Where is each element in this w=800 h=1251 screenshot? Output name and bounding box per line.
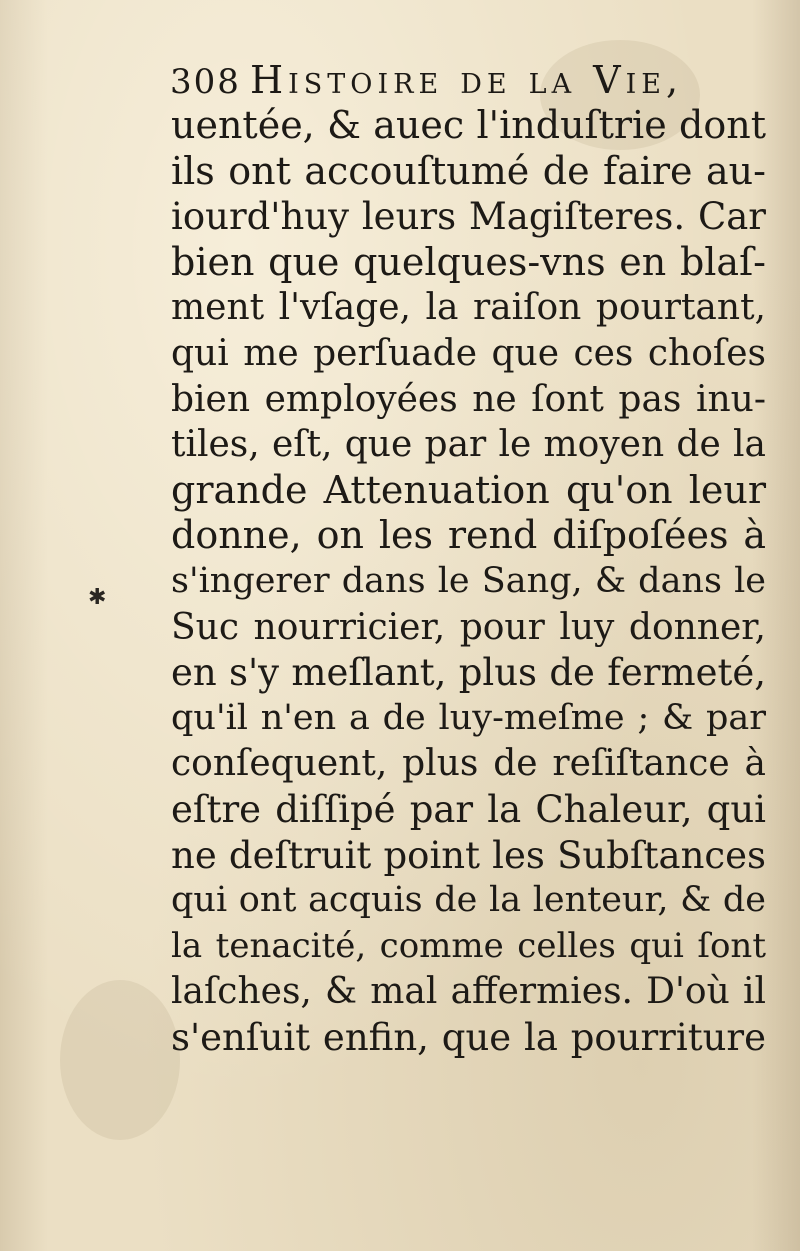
text-line: en s'y meſlant, plus de fermeté, bbox=[171, 651, 766, 695]
text-line: laſches, & mal affermies. D'où il bbox=[171, 971, 766, 1013]
text-line: bien employées ne ſont pas inu- bbox=[171, 378, 766, 420]
text-line: conſequent, plus de reſiſtance à bbox=[171, 743, 766, 785]
text-line: donne, on les rend diſpoſées à bbox=[171, 513, 766, 558]
text-line: s'ingerer dans le Sang, & dans le bbox=[171, 560, 766, 601]
text-line: ment l'vſage, la raiſon pourtant, bbox=[171, 287, 766, 329]
text-line: bien que quelques-vns en blaſ- bbox=[171, 239, 766, 284]
text-line: grande Attenuation qu'on leur bbox=[171, 467, 766, 512]
text-line: qu'il n'en a de luy-meſme ; & par bbox=[171, 697, 766, 738]
printers-ornament-icon: ✱ bbox=[88, 585, 107, 610]
text-line: qui me perſuade que ces choſes bbox=[171, 332, 766, 374]
body-text bbox=[171, 103, 766, 1060]
text-line: ne deſtruit point les Subſtances bbox=[171, 833, 766, 877]
page-header bbox=[170, 58, 770, 108]
text-line: s'enſuit enfin, que la pourriture bbox=[171, 1015, 766, 1059]
text-line: uentée, & auec l'induſtrie dont bbox=[171, 103, 766, 147]
text-line: tiles, eſt, que par le moyen de la bbox=[171, 424, 766, 466]
text-line: eſtre diſſipé par la Chaleur, qui bbox=[171, 787, 766, 831]
paper-stain bbox=[60, 980, 180, 1140]
text-line: iourd'huy leurs Magiſteres. Car bbox=[171, 195, 766, 239]
running-head: Histoire de la Vie, bbox=[250, 58, 684, 102]
page-number: 308 bbox=[170, 62, 241, 102]
text-line: Suc nourricier, pour luy donner, bbox=[171, 606, 766, 648]
text-line: qui ont acquis de la lenteur, & de bbox=[171, 880, 766, 921]
text-line: ils ont accouſtumé de faire au- bbox=[171, 148, 766, 193]
text-line: la tenacité, comme celles qui ſont bbox=[171, 925, 766, 966]
